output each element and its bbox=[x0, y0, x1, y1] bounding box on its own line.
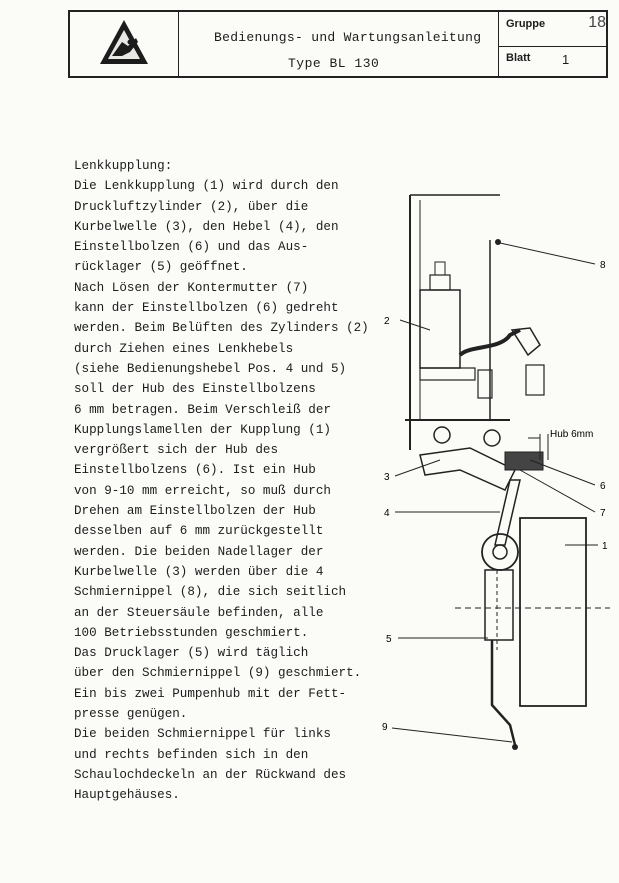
text-line: Schaulochdeckeln an der Rückwand des bbox=[74, 767, 347, 782]
warning-triangle-hand-icon bbox=[70, 12, 178, 76]
text-line: (siehe Bedienungshebel Pos. 4 und 5) bbox=[74, 361, 347, 376]
blatt-label: Blatt bbox=[506, 52, 531, 64]
logo-cell bbox=[70, 12, 179, 76]
text-line: über den Schmiernippel (9) geschmiert. bbox=[74, 666, 362, 681]
text-line: und rechts befinden sich in den bbox=[74, 747, 309, 762]
text-line: Schmiernippel (8), die sich seitlich bbox=[74, 585, 347, 600]
text-line: werden. Beim Belüften des Zylinders (2) bbox=[74, 321, 369, 336]
clutch-diagram bbox=[370, 180, 619, 780]
text-line: 6 mm betragen. Beim Verschleiß der bbox=[74, 402, 331, 417]
blatt-cell bbox=[498, 46, 608, 78]
gruppe-cell bbox=[498, 12, 608, 47]
text-line: Kurbelwelle (3), den Hebel (4), den bbox=[74, 219, 339, 234]
callout-1: 1 bbox=[602, 541, 608, 552]
text-line: Die Lenkkupplung (1) wird durch den bbox=[74, 179, 339, 194]
callout-2: 2 bbox=[384, 316, 390, 327]
hub-label: Hub 6mm bbox=[550, 429, 594, 440]
title-cell bbox=[178, 12, 499, 76]
gruppe-value: 18 bbox=[588, 14, 606, 31]
document-title: Bedienungs- und Wartungsanleitung bbox=[214, 30, 482, 45]
text-line: werden. Die beiden Nadellager der bbox=[74, 544, 324, 559]
machine-type: Type BL 130 bbox=[288, 56, 380, 71]
instruction-text bbox=[74, 156, 374, 806]
text-line: an der Steuersäule befinden, alle bbox=[74, 605, 324, 620]
text-line: Einstellbolzens (6). Ist ein Hub bbox=[74, 463, 316, 478]
callout-5: 5 bbox=[386, 634, 392, 645]
text-line: von 9-10 mm erreicht, so muß durch bbox=[74, 483, 331, 498]
text-line: vergrößert sich der Hub des bbox=[74, 443, 279, 458]
text-line: Hauptgehäuses. bbox=[74, 788, 180, 803]
text-line: Das Drucklager (5) wird täglich bbox=[74, 646, 309, 661]
text-line: desselben auf 6 mm zurückgestellt bbox=[74, 524, 324, 539]
callout-9: 9 bbox=[382, 722, 388, 733]
text-line: Drehen am Einstellbolzen der Hub bbox=[74, 504, 316, 519]
text-line: soll der Hub des Einstellbolzens bbox=[74, 382, 316, 397]
text-line: Ein bis zwei Pumpenhub mit der Fett- bbox=[74, 686, 347, 701]
text-line: Druckluftzylinder (2), über die bbox=[74, 199, 309, 214]
gruppe-label: Gruppe bbox=[506, 18, 546, 30]
text-line: durch Ziehen eines Lenkhebels bbox=[74, 341, 294, 356]
callout-3: 3 bbox=[384, 472, 390, 483]
text-line: Kupplungslamellen der Kupplung (1) bbox=[74, 422, 331, 437]
text-line: 100 Betriebsstunden geschmiert. bbox=[74, 625, 309, 640]
text-line: kann der Einstellbolzen (6) gedreht bbox=[74, 301, 339, 316]
text-line: Einstellbolzen (6) und das Aus- bbox=[74, 240, 309, 255]
callout-6: 6 bbox=[600, 481, 606, 492]
text-line: Nach Lösen der Kontermutter (7) bbox=[74, 280, 309, 295]
text-line: Lenkkupplung: bbox=[74, 159, 173, 173]
callout-4: 4 bbox=[384, 508, 390, 519]
blatt-value: 1 bbox=[562, 52, 570, 67]
text-line: presse genügen. bbox=[74, 707, 188, 722]
callout-7: 7 bbox=[600, 508, 606, 519]
header-table bbox=[68, 10, 608, 78]
text-line: Die beiden Schmiernippel für links bbox=[74, 727, 331, 742]
text-line: rücklager (5) geöffnet. bbox=[74, 260, 248, 275]
callout-8: 8 bbox=[600, 260, 606, 271]
text-line: Kurbelwelle (3) werden über die 4 bbox=[74, 564, 324, 579]
